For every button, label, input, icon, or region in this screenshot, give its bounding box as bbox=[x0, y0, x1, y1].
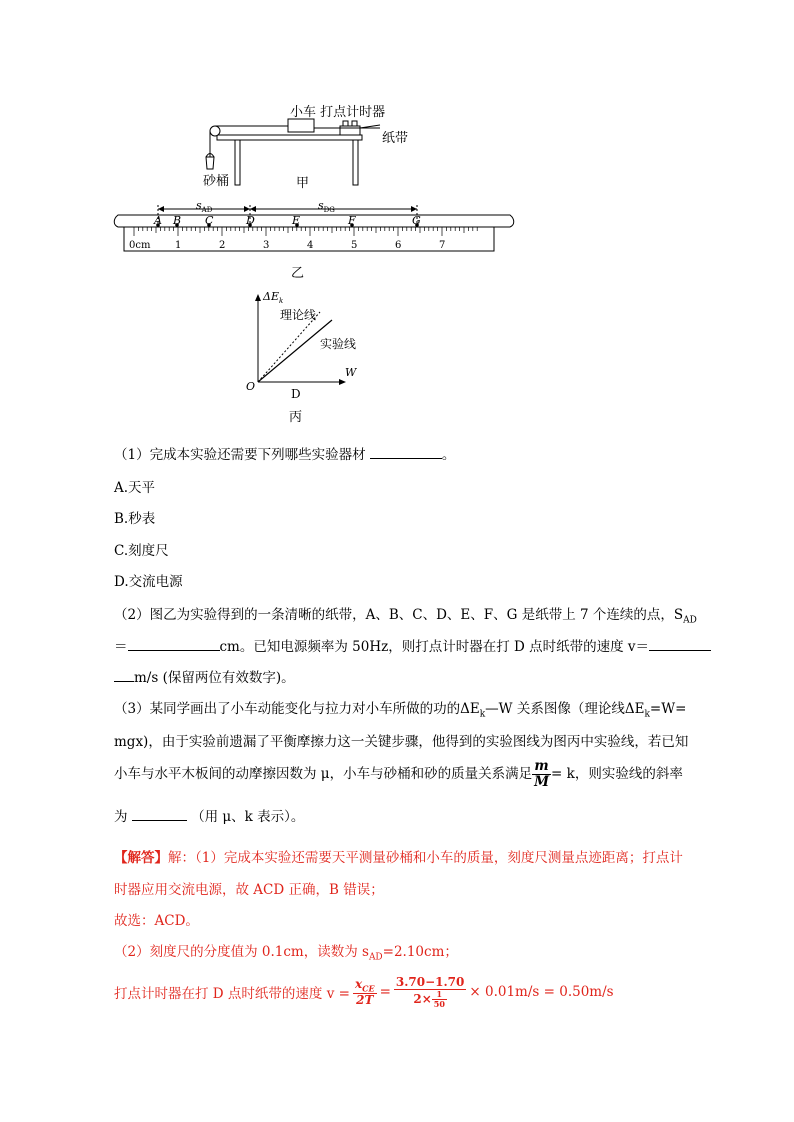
point-label-f: F bbox=[348, 214, 356, 227]
point-label-d: D bbox=[246, 214, 255, 227]
q2-sad-blank[interactable] bbox=[128, 650, 220, 651]
answer-tag: 【解答】 bbox=[114, 850, 168, 866]
table-leg-left bbox=[235, 140, 240, 185]
ruler-tick-0: 0cm bbox=[129, 240, 151, 251]
d-label: D bbox=[291, 387, 301, 401]
ruler-tick-3: 3 bbox=[263, 240, 270, 251]
ruler-tick-2: 2 bbox=[219, 240, 226, 251]
q1-option-b: B.秒表 bbox=[114, 511, 156, 527]
ruler-tick-4: 4 bbox=[307, 240, 314, 251]
answer-line2: 时器应用交流电源，故 ACD 正确，B 错误； bbox=[114, 882, 384, 898]
bucket-label: 砂桶 bbox=[203, 174, 230, 189]
q3-line2: mgx)，由于实验前遗漏了平衡摩擦力这一关键步骤，他得到的实验图线为图丙中实验线，若已知 bbox=[114, 734, 689, 750]
ruler-tick-5: 5 bbox=[351, 240, 358, 251]
theory-label: 理论线 bbox=[280, 308, 317, 322]
experiment-label: 实验线 bbox=[320, 337, 357, 351]
car bbox=[288, 119, 314, 132]
q2-velocity-blank-part2[interactable] bbox=[114, 681, 134, 682]
ruler-tick-1: 1 bbox=[175, 240, 182, 251]
q1-option-a: A.天平 bbox=[114, 480, 156, 496]
point-label-a: A bbox=[154, 214, 162, 227]
pulley bbox=[210, 126, 220, 136]
s-dg-label: $s_{DG}$ bbox=[318, 199, 335, 215]
q3-line3: 小车与水平木板间的动摩擦因数为 μ，小车与砂桶和砂的质量关系满足 $\frac{m}{M}$ = k，则实验线的斜率 bbox=[114, 758, 683, 790]
q3-line4: 为 （用 μ、k 表示）。 bbox=[114, 809, 305, 825]
answer-line4: （2）刻度尺的分度值为 0.1cm，读数为 $s_{AD}=2.10cm$； bbox=[114, 944, 458, 963]
q3-line1: （3）某同学画出了小车动能变化与拉力对小车所做的功的$\Delta E_k—W$ 关系图像（理论线$\Delta E_k=W=$ bbox=[114, 701, 687, 720]
q2-line3: m/s (保留两位有效数字)。 bbox=[114, 666, 295, 686]
q1-answer-blank[interactable] bbox=[370, 458, 442, 459]
q1-option-c: C.刻度尺 bbox=[114, 543, 169, 559]
ruler-tick-7: 7 bbox=[439, 240, 446, 251]
velocity-formula-fraction: $\frac{x_{CE}}{2T}$ bbox=[354, 976, 375, 1007]
answer-line3: 故选：ACD。 bbox=[114, 913, 199, 929]
velocity-values-fraction: 3.70−1.70 2× $\frac{1}{50}$ bbox=[395, 975, 465, 1009]
point-label-b: B bbox=[173, 214, 182, 227]
q1-option-d: D.交流电源 bbox=[114, 574, 183, 590]
point-label-g: G bbox=[412, 214, 421, 227]
q2-line2: ＝ cm。已知电源频率为 50Hz，则打点计时器在打 D 点时纸带的速度 v＝ bbox=[114, 635, 711, 655]
s-ad-label: $s_{AD}$ bbox=[196, 199, 213, 215]
timer bbox=[340, 126, 360, 135]
mass-ratio-fraction: $\frac{m}{M}$ bbox=[534, 758, 550, 790]
q3-slope-blank[interactable] bbox=[132, 820, 187, 821]
figure-yi bbox=[110, 197, 520, 262]
caption-yi: 乙 bbox=[291, 266, 305, 281]
ruler-tick-6: 6 bbox=[395, 240, 402, 251]
y-axis-label: $\Delta E_k$ bbox=[263, 290, 284, 306]
point-label-e: E bbox=[292, 214, 301, 227]
q1-text: （1）完成本实验还需要下列哪些实验器材 。 bbox=[114, 447, 456, 463]
tape-label: 纸带 bbox=[382, 131, 409, 146]
caption-bing: 丙 bbox=[289, 410, 303, 425]
car-timer-label: 小车 打点计时器 bbox=[290, 105, 386, 120]
answer-line1: 【解答】解：（1）完成本实验还需要天平测量砂桶和小车的质量，刻度尺测量点迹距离；打点计 bbox=[114, 850, 683, 866]
point-label-c: C bbox=[205, 214, 214, 227]
caption-jia: 甲 bbox=[296, 176, 310, 191]
q2-velocity-blank-part1[interactable] bbox=[649, 650, 711, 651]
x-axis-label: W bbox=[345, 366, 357, 379]
table-leg-right bbox=[353, 140, 358, 185]
origin-label: O bbox=[246, 380, 256, 393]
q2-line1: （2）图乙为实验得到的一条清晰的纸带，A、B、C、D、E、F、G 是纸带上 7 个连续的点，$S_{AD}$ bbox=[114, 607, 697, 626]
sand-bucket bbox=[206, 157, 214, 169]
answer-line5: 打点计时器在打 D 点时纸带的速度 v = $\frac{x_{CE}}{2T}$ = 3.70−1.70 2× $\frac{1}{50}$ × 0.01m/s = 0.50m/s bbox=[114, 975, 614, 1009]
table-top bbox=[217, 135, 362, 140]
